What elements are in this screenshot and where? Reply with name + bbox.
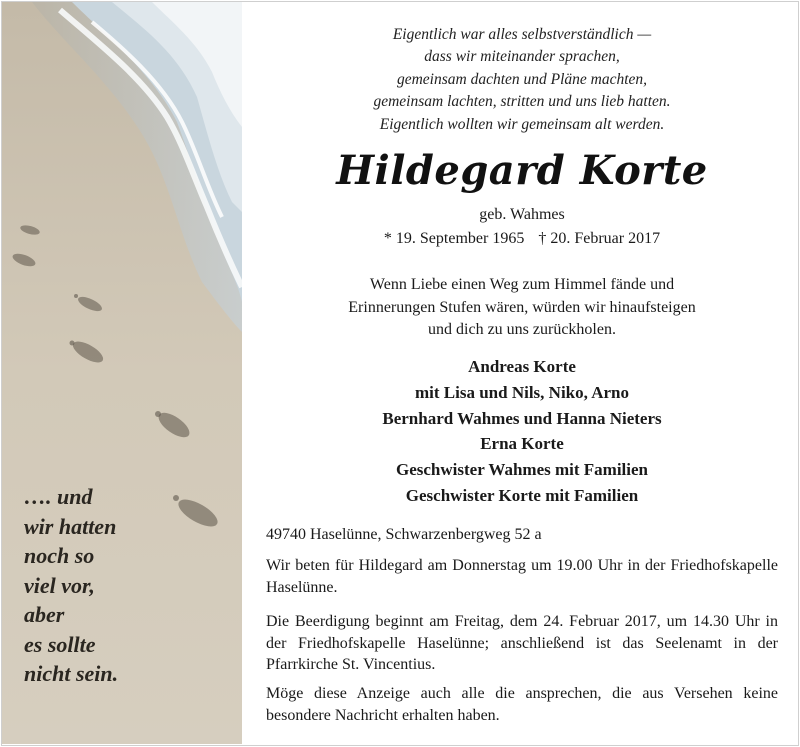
mourner-line: Geschwister Korte mit Familien: [405, 485, 639, 505]
side-quote: [24, 482, 234, 689]
verse-line: Erinnerungen Stufen wären, würden wir hinaufsteigen: [348, 298, 696, 316]
poem: [262, 24, 782, 136]
verse: [262, 274, 782, 342]
verse-line: Wenn Liebe einen Weg zum Himmel fände und: [369, 276, 675, 293]
deceased-name: Hildegard Korte: [336, 147, 708, 194]
death-date: † 20. Februar 2017: [538, 230, 661, 247]
mourner-line: mit Lisa und Nils, Niko, Arno: [415, 382, 629, 402]
mourner-line: Geschwister Wahmes mit Familien: [396, 460, 648, 480]
side-quote-line: wir hatten: [24, 513, 117, 539]
side-quote-line: viel vor,: [24, 572, 95, 598]
life-dates: [262, 230, 782, 248]
mourners-list: [262, 354, 782, 509]
side-quote-line: noch so: [24, 543, 95, 568]
side-quote-line: es sollte: [24, 631, 96, 657]
poem-line: gemeinsam dachten und Pläne machten,: [396, 70, 648, 88]
mourner-line: Bernhard Wahmes und Hanna Nieters: [382, 408, 662, 428]
side-quote-line: aber: [24, 602, 65, 627]
poem-line: Eigentlich wollten wir gemeinsam alt werden.: [379, 115, 665, 133]
poem-line: gemeinsam lachten, stritten und uns lieb hatten.: [373, 93, 671, 111]
poem-line: dass wir miteinander sprachen,: [424, 48, 620, 66]
mourner-line: Andreas Korte: [468, 357, 576, 376]
funeral-notice: Die Beerdigung beginnt am Freitag, dem 24. Februar 2017, um 14.30 Uhr in der Friedhofskapelle Haselünne; anschließend ist das Seelenamt in der Pfarrkirche St. Vincentius.: [266, 613, 778, 673]
side-quote-line: …. und: [24, 484, 93, 509]
birth-date: * 19. September 1965: [383, 230, 525, 247]
side-quote-line: nicht sein.: [24, 661, 119, 686]
birth-name: geb. Wahmes: [479, 206, 565, 223]
address: 49740 Haselünne, Schwarzenbergweg 52 a: [266, 526, 542, 543]
mourner-line: Erna Korte: [480, 434, 564, 454]
closing-notice: Möge diese Anzeige auch alle die ansprechen, die aus Versehen keine besondere Nachricht erhalten haben.: [266, 685, 778, 724]
poem-line: Eigentlich war alles selbstverständlich —: [392, 26, 652, 43]
prayer-notice: Wir beten für Hildegard am Donnerstag um 19.00 Uhr in der Friedhofskapelle Haselünne.: [266, 557, 778, 596]
verse-line: und dich zu uns zurückholen.: [428, 321, 616, 338]
